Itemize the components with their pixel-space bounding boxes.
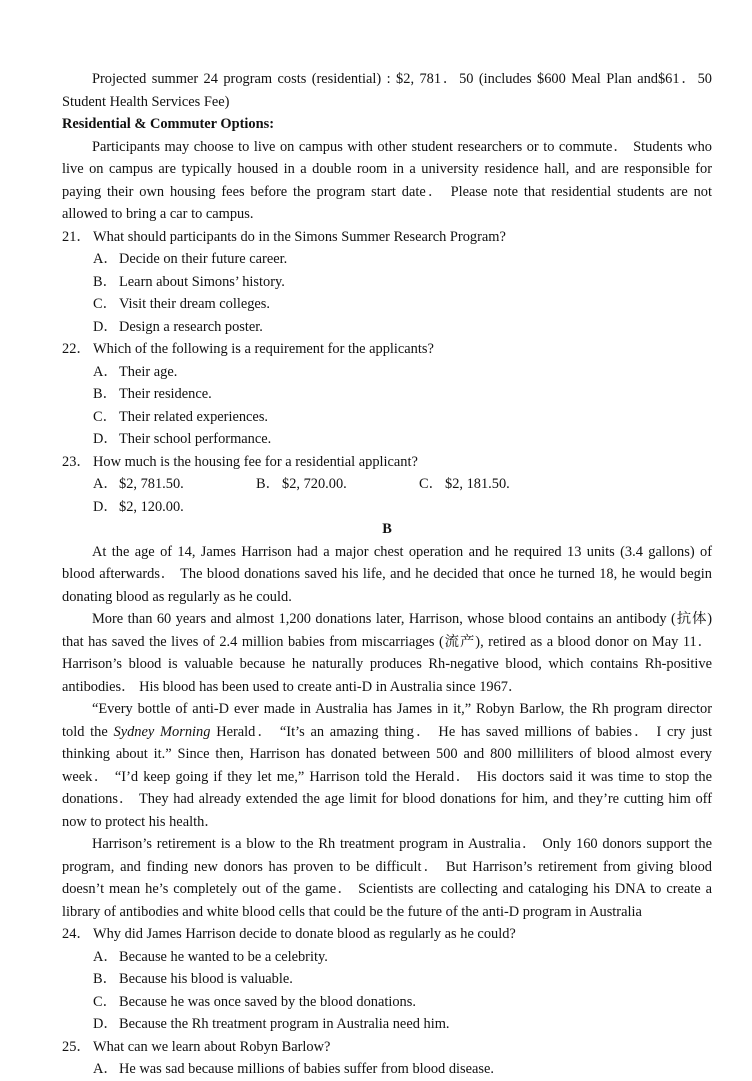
question-24: 24． Why did James Harrison decide to donate blood as regularly as he could? A．Because he wanted to be a celebrity. B． Because his blood is valuable. C． Because he was once saved by the blood donations. D．Because the Rh treatment program in Australia need him. (62, 923, 712, 1036)
newspaper-name: Sydney Morning (113, 723, 211, 740)
option: A．Their age. (93, 363, 178, 380)
passage-paragraph: Harrison’s retirement is a blow to the Rh treatment program in Australia． Only 160 donors support the program, and finding new donors has proven to be difficult． But Harrison’s retirement from giving blood doesn’t mean he’s completely out of the game． Scientists are collecting and cataloging his DNA to create a library of antibodies and white blood cells that could be the future of the anti-D program in Australia (62, 836, 712, 920)
section-heading: Residential & Commuter Options: (62, 116, 274, 132)
program-costs: Projected summer 24 program costs (residential) : $2, 781．50 (includes $600 Meal Plan and$61．50 Student Health Services Fee) (62, 71, 712, 110)
question-25: 25． What can we learn about Robyn Barlow? A．He was sad because millions of babies suffer from blood disease. (62, 1036, 712, 1081)
option: C． Visit their dream colleges. (93, 296, 270, 312)
section-b-label: B (382, 521, 392, 537)
question-text: How much is the housing fee for a residential applicant? (93, 453, 418, 470)
question-text: What can we learn about Robyn Barlow? (93, 1038, 331, 1055)
option: B． Learn about Simons’ history. (93, 273, 285, 290)
question-text: What should participants do in the Simons Summer Research Program? (93, 228, 506, 245)
option: D．Design a research poster. (93, 318, 263, 335)
passage-paragraph: At the age of 14, James Harrison had a major chest operation and he required 13 units (3.4 gallons) of blood afterwards． The blood donations saved his life, and he decided that once he turned 18, he would begin donating blood as regularly as he could. (62, 543, 712, 605)
passage-paragraph: “Every bottle of anti-D ever made in Australia has James in it,” Robyn Barlow, the Rh program director told the Sydney Morning Herald． “It’s an amazing thing． He has saved millions of babies． I cry just thinking about it.” Since then, Harrison has donated between 500 and 800 milliliters of blood almost every week． “I’d keep going if they let me,” Harrison told the Herald． His doctors said it was time to stop the donations． They had already extended the age limit for blood donations for him, and they’re cutting him off now to protect his health． (62, 701, 713, 830)
option: B． Their residence. (93, 386, 212, 402)
option: D．$2, 120.00. (93, 498, 184, 515)
option: A．Because he wanted to be a celebrity. (93, 948, 328, 965)
option: A．He was sad because millions of babies suffer from blood disease. (93, 1061, 494, 1077)
question-text: Which of the following is a requirement for the applicants? (93, 341, 434, 357)
option: B． Because his blood is valuable. (93, 971, 293, 987)
option: D．Their school performance. (93, 431, 272, 447)
option: C． $2, 181.50. (419, 476, 510, 492)
question-22: 22． Which of the following is a requirement for the applicants? A．Their age. B． Their residence. C． Their related experiences. D．Their school performance. (62, 338, 712, 451)
option: C． Their related experiences. (93, 408, 269, 425)
question-21: 21． What should participants do in the Simons Summer Research Program? A．Decide on their future career. B． Learn about Simons’ history. C． Visit their dream colleges. D．Design a research poster. (62, 226, 712, 339)
option: D．Because the Rh treatment program in Australia need him. (93, 1016, 450, 1032)
option: A．$2, 781.50. (93, 476, 184, 492)
question-text: Why did James Harrison decide to donate blood as regularly as he could? (93, 926, 516, 942)
option: B． $2, 720.00. (256, 476, 347, 492)
option: C． Because he was once saved by the blood donations. (93, 993, 416, 1010)
option: A．Decide on their future career. (93, 251, 288, 267)
residential-paragraph: Participants may choose to live on campus with other student researchers or to commute． Students who live on campus are typically housed in a double room in a university residence hall, and are responsible for paying their own housing fees before the program start date． Please note that residential students are not allowed to bring a car to campus. (62, 138, 712, 222)
question-23: 23． How much is the housing fee for a residential applicant? A．$2, 781.50. B． $2, 720.00. C． $2, 181.50. D．$2, 120.00. (62, 451, 712, 519)
passage-paragraph: More than 60 years and almost 1,200 donations later, Harrison, whose blood contains an antibody (抗体) that has saved the lives of 2.4 million babies from miscarriages (流产), retired as a blood donor on May 11． Harrison’s blood is valuable because he naturally produces Rh-negative blood, which contains Rh-positive antibodies． His blood has been used to create anti-D in Australia since 1967． (62, 611, 712, 695)
